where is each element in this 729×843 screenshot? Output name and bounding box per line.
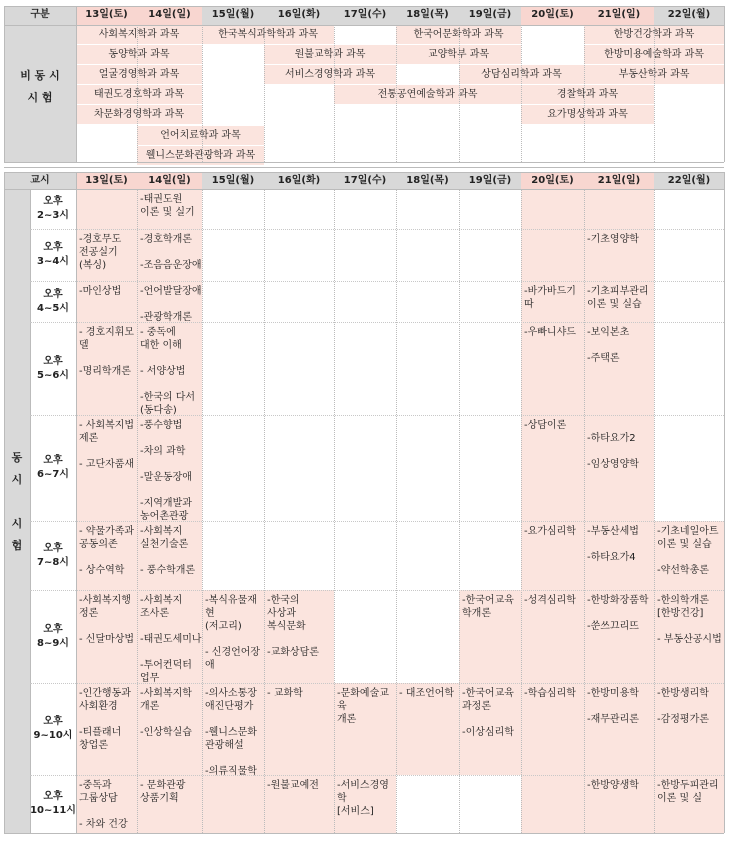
bottom-corner-header: 교시 bbox=[4, 172, 76, 189]
grid-line bbox=[724, 172, 725, 833]
grid-line bbox=[521, 25, 522, 162]
grid-line bbox=[30, 521, 724, 522]
top-corner-header: 구분 bbox=[4, 6, 76, 25]
grid-line bbox=[654, 189, 655, 833]
top-dept-bar: 서비스경영학과 과목 bbox=[264, 65, 396, 84]
schedule-cell: -한방생리학 -감정평가론 bbox=[657, 688, 709, 725]
top-day-header: 17일(수) bbox=[334, 6, 396, 25]
top-dept-bar: 경찰학과 과목 bbox=[521, 85, 654, 104]
grid-line bbox=[334, 189, 335, 833]
grid-line bbox=[4, 172, 5, 833]
grid-line bbox=[584, 189, 585, 833]
schedule-cell: -바가바드기따 bbox=[524, 286, 576, 310]
schedule-cell: -기초영양학 bbox=[587, 234, 639, 245]
schedule-cell: - 대조언어학 bbox=[399, 688, 455, 699]
schedule-cell: -보익본초 -주택론 bbox=[587, 327, 630, 364]
bottom-day-header: 18일(목) bbox=[396, 172, 459, 189]
schedule-cell: - 사회복지법제론 - 고단자품새 bbox=[79, 420, 135, 470]
schedule-cell: -한국의 사상과 복식문화 -교화상담론 bbox=[267, 595, 319, 658]
top-dept-bar: 웰니스문화관광학과 과목 bbox=[137, 146, 264, 165]
grid-line bbox=[521, 189, 522, 833]
top-dept-bar: 얼굴경영학과 과목 bbox=[76, 65, 202, 84]
top-dept-bar: 원불교학과 과목 bbox=[264, 45, 396, 64]
grid-line bbox=[396, 25, 397, 162]
schedule-cell: -상담이론 bbox=[524, 420, 567, 431]
grid-line bbox=[137, 25, 138, 162]
grid-line bbox=[4, 162, 724, 163]
schedule-cell: -사회복지 실천기술론 - 풍수학개론 bbox=[140, 526, 196, 576]
top-day-header: 13일(토) bbox=[76, 6, 137, 25]
grid-line bbox=[4, 189, 724, 190]
top-day-header: 21일(일) bbox=[584, 6, 654, 25]
top-dept-bar: 차문화경영학과 과목 bbox=[76, 105, 202, 124]
grid-line bbox=[4, 172, 724, 173]
top-dept-bar: 전통공연예술학과 과목 bbox=[334, 85, 521, 104]
schedule-cell: - 교화학 bbox=[267, 688, 303, 699]
schedule-cell: -복식유물재현 (저고리) - 신경언어장애 bbox=[205, 595, 261, 671]
schedule-cell: -성격심리학 bbox=[524, 595, 576, 606]
period-label: 오후 6~7시 bbox=[37, 455, 69, 480]
top-dept-bar: 동양학과 과목 bbox=[76, 45, 202, 64]
grid-line bbox=[202, 189, 203, 833]
schedule-cell: -한의학개론 [한방건강] - 부동산공시법 bbox=[657, 595, 722, 645]
schedule-cell: -의사소통장 애진단평가 -웰니스문화 관광해설 -의류직물학 bbox=[205, 688, 257, 777]
bottom-day-header: 15일(월) bbox=[202, 172, 264, 189]
bottom-day-header: 16일(화) bbox=[264, 172, 334, 189]
period-label: 오후 4~5시 bbox=[37, 288, 69, 314]
period-label: 오후 2~3시 bbox=[37, 196, 69, 221]
grid-line bbox=[137, 189, 138, 833]
schedule-cell: - 경호지휘모델 -명리학개론 bbox=[79, 327, 135, 377]
period-label: 오후 10~11시 bbox=[30, 791, 76, 816]
schedule-cell: -경호무도 전공실기 (복싱) bbox=[79, 234, 122, 271]
grid-line bbox=[334, 25, 335, 162]
top-day-header: 20일(토) bbox=[521, 6, 584, 25]
schedule-cell: -기초네일아트 이론 및 실습 -약선학총론 bbox=[657, 526, 719, 576]
top-dept-bar: 한방건강학과 과목 bbox=[584, 25, 724, 44]
bottom-day-header: 21일(일) bbox=[584, 172, 654, 189]
bottom-day-header: 19일(금) bbox=[459, 172, 521, 189]
grid-line bbox=[30, 775, 724, 776]
grid-line bbox=[30, 229, 724, 230]
schedule-cell: - 문화관광 상품기획 bbox=[140, 780, 186, 804]
grid-line bbox=[76, 6, 77, 162]
top-dept-bar: 교양학부 과목 bbox=[396, 45, 521, 64]
schedule-cell: -한방미용학 -재무관리론 bbox=[587, 688, 639, 725]
schedule-cell: -인간행동과 사회환경 -티플래너 창업론 bbox=[79, 688, 131, 751]
grid-line bbox=[202, 25, 203, 162]
grid-line bbox=[396, 189, 397, 833]
grid-line bbox=[30, 189, 31, 833]
schedule-cell: -학습심리학 bbox=[524, 688, 576, 699]
schedule-cell: -서비스경영학 [서비스] bbox=[337, 780, 389, 817]
grid-line bbox=[4, 833, 724, 834]
top-day-header: 15일(월) bbox=[202, 6, 264, 25]
schedule-cell: -기초피부관리 이론 및 실습 bbox=[587, 286, 649, 310]
grid-line bbox=[4, 6, 5, 162]
top-day-header: 14일(일) bbox=[137, 6, 202, 25]
schedule-cell: - 약물가족과 공동의존 - 상수역학 bbox=[79, 526, 135, 576]
schedule-cell: -한방양생학 bbox=[587, 780, 639, 791]
grid-line bbox=[459, 25, 460, 162]
grid-line bbox=[30, 683, 724, 684]
grid-line bbox=[30, 281, 724, 282]
grid-line bbox=[30, 590, 724, 591]
bottom-day-header: 22일(월) bbox=[654, 172, 724, 189]
schedule-cell: -사회복지학 개론 -인상학실습 bbox=[140, 688, 192, 738]
grid-line bbox=[4, 25, 724, 26]
top-day-header: 22일(월) bbox=[654, 6, 724, 25]
schedule-cell: -한방화장품학 -쑨쓰끄리뜨 bbox=[587, 595, 649, 632]
schedule-cell: -한방두피관리 이론 및 실 bbox=[657, 780, 719, 804]
schedule-cell: -태권도원 이론 및 실기 bbox=[140, 194, 195, 218]
grid-line bbox=[30, 415, 724, 416]
period-label: 오후 5~6시 bbox=[37, 355, 69, 381]
schedule-cell: -사회복지 조사론 -태권도세미나 -투어컨덕터 업무 bbox=[140, 595, 202, 684]
schedule-cell: -마인상법 bbox=[79, 286, 122, 297]
grid-line bbox=[4, 167, 724, 168]
top-dept-bar: 한국어문화학과 과목 bbox=[396, 25, 521, 44]
top-day-header: 16일(화) bbox=[264, 6, 334, 25]
grid-line bbox=[4, 6, 724, 7]
schedule-cell: -한국어교육 학개론 bbox=[462, 595, 514, 619]
top-dept-bar: 부동산학과 과목 bbox=[584, 65, 724, 84]
top-day-header: 18일(목) bbox=[396, 6, 459, 25]
schedule-cell: - 중독에 대한 이해 - 서양상법 -한국의 다서 (동다송) bbox=[140, 327, 196, 416]
bottom-side-label: 동 시 시 험 bbox=[4, 189, 30, 833]
top-dept-bar: 요가명상학과 과목 bbox=[521, 105, 654, 124]
top-dept-bar: 한국복식과학학과 과목 bbox=[202, 25, 334, 44]
top-dept-bar: 언어치료학과 과목 bbox=[137, 126, 264, 145]
grid-line bbox=[724, 6, 725, 162]
top-day-header: 19일(금) bbox=[459, 6, 521, 25]
grid-line bbox=[654, 25, 655, 162]
bottom-day-header: 17일(수) bbox=[334, 172, 396, 189]
schedule-cell: -원불교예전 bbox=[267, 780, 319, 791]
schedule-cell: -문화예술교육 개론 bbox=[337, 688, 389, 725]
grid-line bbox=[264, 189, 265, 833]
top-dept-bar: 태권도경호학과 과목 bbox=[76, 85, 202, 104]
grid-line bbox=[76, 172, 77, 833]
schedule-cell: -하타요가2 -임상영양학 bbox=[587, 433, 639, 470]
schedule-cell: -중독과 그룹상담 - 차와 건강 bbox=[79, 780, 128, 830]
bottom-day-header: 20일(토) bbox=[521, 172, 584, 189]
grid-line bbox=[459, 189, 460, 833]
schedule-cell: -우빠니샤드 bbox=[524, 327, 576, 338]
schedule-cell: -부동산세법 -하타요가4 bbox=[587, 526, 639, 563]
top-dept-bar: 사회복지학과 과목 bbox=[76, 25, 202, 44]
top-side-label: 비 동 시 시 험 bbox=[4, 25, 76, 162]
schedule-cell: -사회복지행 정론 - 신달마상법 bbox=[79, 595, 135, 645]
period-label: 오후 3~4시 bbox=[37, 242, 69, 267]
period-label: 오후 7~8시 bbox=[37, 542, 69, 568]
top-dept-bar: 상담심리학과 과목 bbox=[459, 65, 584, 84]
grid-line bbox=[264, 25, 265, 162]
schedule-cell: -언어발달장애 -관광학개론 bbox=[140, 286, 202, 323]
schedule-cell: -요가심리학 bbox=[524, 526, 576, 537]
period-label: 오후 9~10시 bbox=[33, 716, 73, 741]
period-label: 오후 8~9시 bbox=[37, 623, 69, 649]
bottom-day-header: 14일(일) bbox=[137, 172, 202, 189]
top-dept-bar: 한방미용예술학과 과목 bbox=[584, 45, 724, 64]
schedule-cell: -풍수향법 -차의 과학 -말운동장애 -지역개발과 농어촌관광 bbox=[140, 420, 192, 522]
schedule-cell: -한국어교육 과정론 -이상심리학 bbox=[462, 688, 514, 738]
grid-line bbox=[584, 25, 585, 162]
bottom-day-header: 13일(토) bbox=[76, 172, 137, 189]
grid-line bbox=[30, 322, 724, 323]
schedule-cell: -경호학개론 -조음음운장애 bbox=[140, 234, 202, 271]
